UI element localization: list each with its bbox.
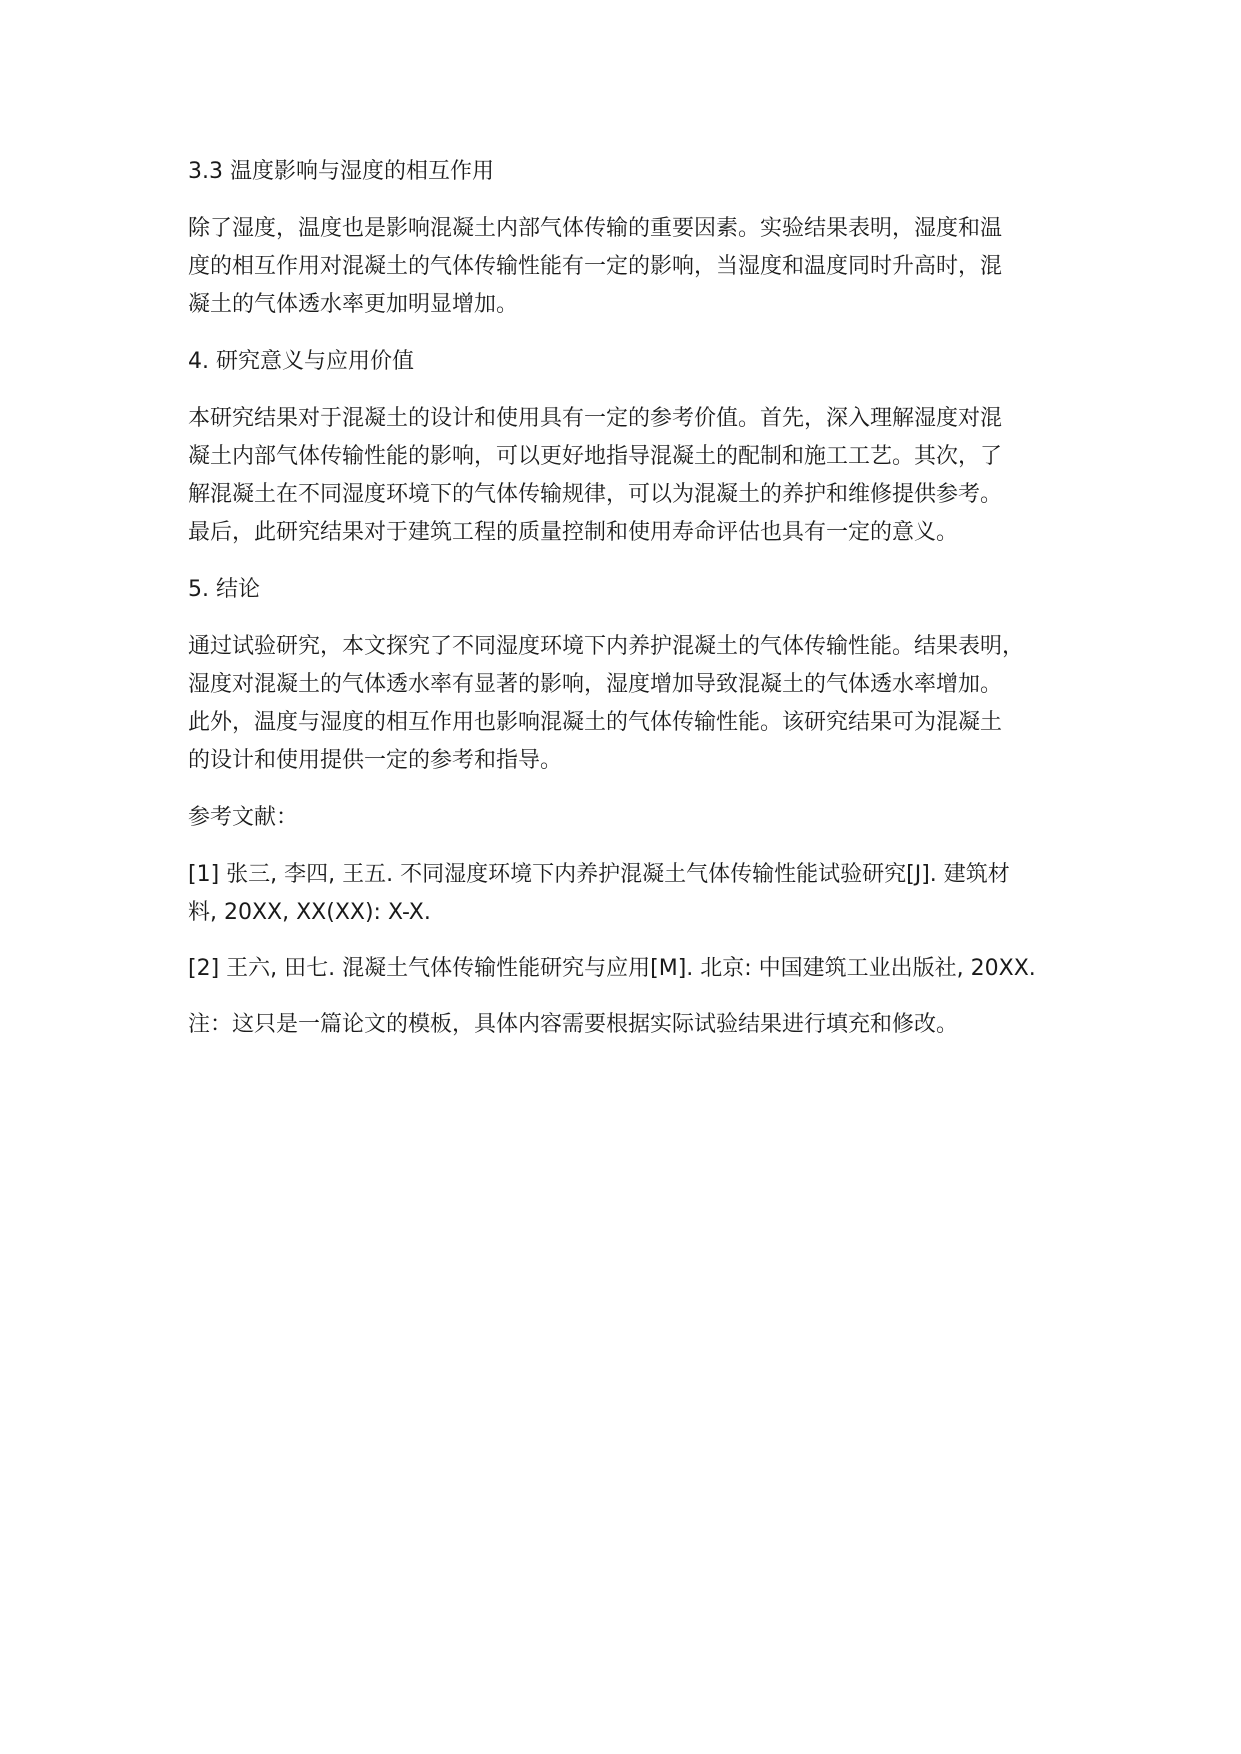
paragraph-line: 通过试验研究，本文探究了不同湿度环境下内养护混凝土的气体传输性能。结果表明，: [188, 634, 1025, 659]
paragraph-line: 本研究结果对于混凝土的设计和使用具有一定的参考价值。首先，深入理解湿度对混: [188, 406, 1003, 431]
reference-item-2: [188, 950, 1088, 988]
reference-line: [2] 王六, 田七. 混凝土气体传输性能研究与应用[M]. 北京: 中国建筑工业出版社, 20XX.: [188, 956, 1036, 981]
section-paragraph-3-3: [188, 210, 1088, 324]
section-heading-4: 4. 研究意义与应用价值: [188, 349, 414, 374]
reference-line: [1] 张三, 李四, 王五. 不同湿度环境下内养护混凝土气体传输性能试验研究[J]. 建筑材: [188, 862, 1010, 887]
paragraph-line: 此外，温度与湿度的相互作用也影响混凝土的气体传输性能。该研究结果可为混凝土: [188, 710, 1003, 735]
paragraph-line: 凝土内部气体传输性能的影响，可以更好地指导混凝土的配制和施工工艺。其次，了: [188, 444, 1003, 469]
paragraph-line: 的设计和使用提供一定的参考和指导。: [188, 748, 563, 773]
section-paragraph-5: [188, 628, 1088, 780]
reference-item-1: [188, 856, 1088, 932]
references-heading: 参考文献：: [188, 805, 299, 830]
document-page: [188, 152, 1088, 1062]
paragraph-line: 湿度对混凝土的气体透水率有显著的影响，湿度增加导致混凝土的气体透水率增加。: [188, 672, 1003, 697]
reference-line: 料, 20XX, XX(XX): X-X.: [188, 900, 431, 925]
section-heading-5: 5. 结论: [188, 577, 260, 602]
paragraph-line: 度的相互作用对混凝土的气体传输性能有一定的影响，当湿度和温度同时升高时，混: [188, 254, 1003, 279]
paragraph-line: 最后，此研究结果对于建筑工程的质量控制和使用寿命评估也具有一定的意义。: [188, 520, 959, 545]
paragraph-line: 除了湿度，温度也是影响混凝土内部气体传输的重要因素。实验结果表明，湿度和温: [188, 216, 1003, 241]
template-note: 注：这只是一篇论文的模板，具体内容需要根据实际试验结果进行填充和修改。: [188, 1012, 959, 1037]
paragraph-line: 解混凝土在不同湿度环境下的气体传输规律，可以为混凝土的养护和维修提供参考。: [188, 482, 1003, 507]
section-paragraph-4: [188, 400, 1088, 552]
section-heading-3-3: 3.3 温度影响与湿度的相互作用: [188, 159, 494, 184]
paragraph-line: 凝土的气体透水率更加明显增加。: [188, 292, 519, 317]
